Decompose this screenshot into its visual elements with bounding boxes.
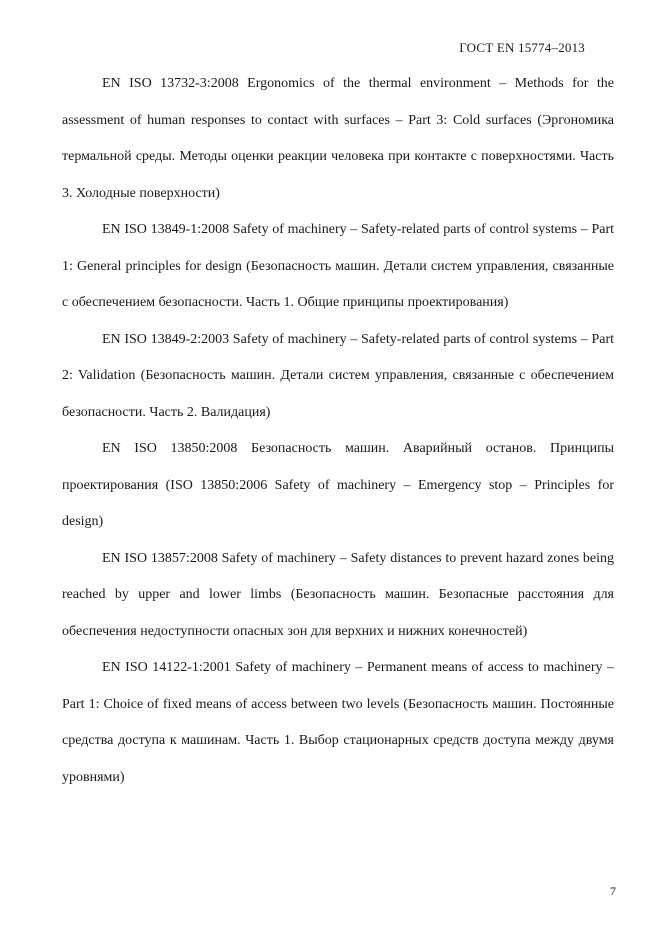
references-list [62, 66, 614, 796]
reference-entry-en-iso-13849-2: EN ISO 13849-2:2003 Safety of machinery – Safety-related parts of control systems – Part 2: Validation (Безопасность машин. Детали систем управления, связанные с обеспечением безопасности. Часть 2. Валидация) [62, 331, 614, 420]
reference-entry-en-iso-13857: EN ISO 13857:2008 Safety of machinery – Safety distances to prevent hazard zones being reached by upper and lower limbs (Безопасность машин. Безопасные расстояния для обеспечения недоступности опасных зон для верхних и нижних конечностей) [62, 550, 614, 639]
reference-entry-en-iso-14122-1: EN ISO 14122-1:2001 Safety of machinery – Permanent means of access to machinery – Part 1: Choice of fixed means of access between two levels (Безопасность машин. Постоянные средства доступа к машинам. Часть 1. Выбор стационарных средств доступа между двумя уровнями) [62, 660, 614, 785]
reference-entry-en-iso-13732-3: EN ISO 13732-3:2008 Ergonomics of the thermal environment – Methods for the assessment of human responses to contact with surfaces – Part 3: Cold surfaces (Эргономика термальной среды. Методы оценки реакции человека при контакте с поверхностями. Часть 3. Холодные поверхности) [62, 76, 614, 201]
page-number: 7 [610, 884, 616, 898]
reference-entry-en-iso-13849-1: EN ISO 13849-1:2008 Safety of machinery – Safety-related parts of control systems – Part 1: General principles for design (Безопасность машин. Детали систем управления, связанные с обеспечением безопасности. Часть 1. Общие принципы проектирования) [62, 222, 614, 310]
page-header-standard-code: ГОСТ EN 15774–2013 [459, 40, 585, 55]
reference-entry-en-iso-13850: EN ISO 13850:2008 Безопасность машин. Аварийный останов. Принципы проектирования (ISO 13850:2006 Safety of machinery – Emergency stop – Principles for design) [62, 441, 614, 529]
